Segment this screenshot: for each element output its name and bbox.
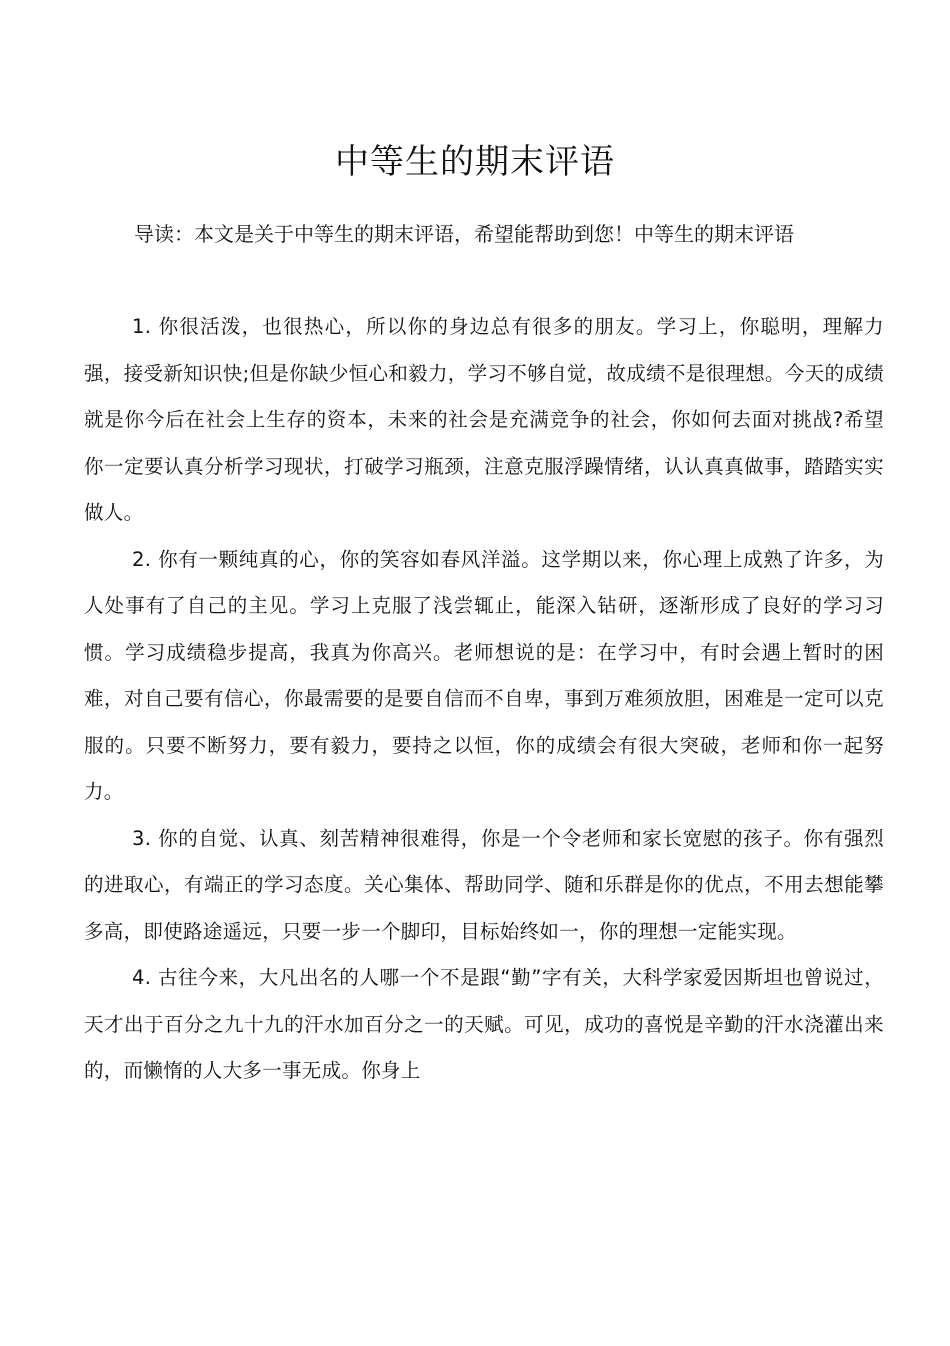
intro-lead: 导读：本文是关于中等生的期末评语，希望能帮助到您！	[134, 222, 634, 246]
comment-paragraph-4: 4. 古往今来，大凡出名的人哪一个不是跟“勤”字有关，大科学家爱因斯坦也曾说过，天才出于百分之九十九的汗水加百分之一的天赋。可见，成功的喜悦是辛勤的汗水浇灌出来的，而懒惰的人大多一事无成。你身上	[84, 966, 884, 1082]
document-body	[84, 304, 884, 1095]
document-title: 中等生的期末评语	[335, 142, 615, 182]
comment-paragraph-2: 2. 你有一颗纯真的心，你的笑容如春风洋溢。这学期以来，你心理上成熟了许多，为人处事有了自己的主见。学习上克服了浅尝辄止，能深入钻研，逐渐形成了良好的学习习惯。学习成绩稳步提高，我真为你高兴。老师想说的是：在学习中，有时会遇上暂时的困难，对自己要有信心，你最需要的是要自信而不自卑，事到万难须放胆，困难是一定可以克服的。只要不断努力，要有毅力，要持之以恒，你的成绩会有很大突破，老师和你一起努力。	[84, 547, 884, 803]
comment-paragraph-1: 1. 你很活泼，也很热心，所以你的身边总有很多的朋友。学习上，你聪明，理解力强，接受新知识快;但是你缺少恒心和毅力，学习不够自觉，故成绩不是很理想。今天的成绩就是你今后在社会上生存的资本，未来的社会是充满竞争的社会，你如何去面对挑战?希望你一定要认真分析学习现状，打破学习瓶颈，注意克服浮躁情绪，认认真真做事，踏踏实实做人。	[84, 315, 884, 524]
intro-paragraph	[134, 210, 882, 258]
intro-tail: 中等生的期末评语	[634, 222, 794, 246]
comment-paragraph-3: 3. 你的自觉、认真、刻苦精神很难得，你是一个令老师和家长宽慰的孩子。你有强烈的进取心，有端正的学习态度。关心集体、帮助同学、随和乐群是你的优点，不用去想能攀多高，即使路途遥远，只要一步一个脚印，目标始终如一，你的理想一定能实现。	[84, 826, 884, 943]
